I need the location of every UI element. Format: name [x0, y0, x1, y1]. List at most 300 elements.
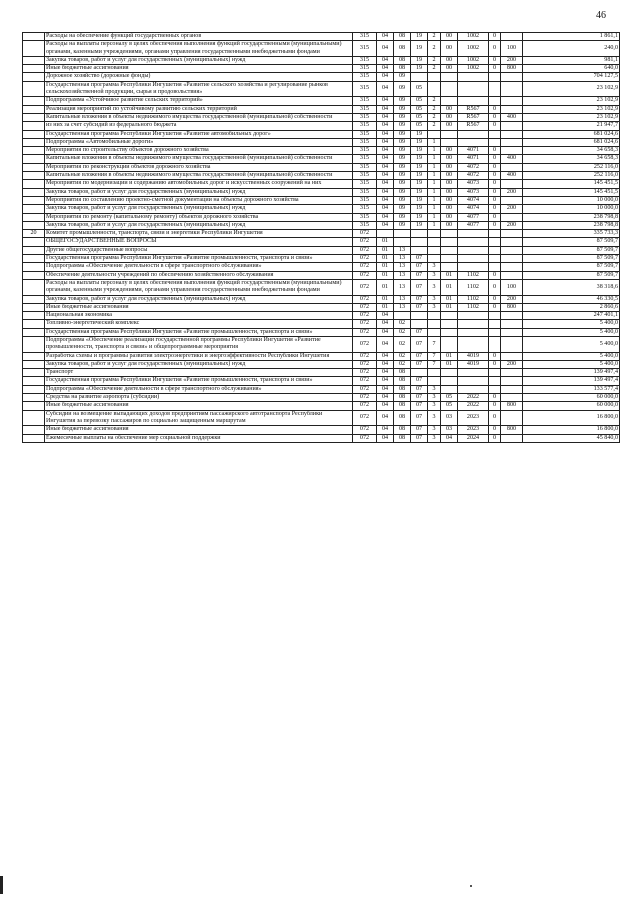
- row-index: [23, 56, 45, 64]
- code-event: [441, 377, 458, 385]
- row-index: [23, 426, 45, 434]
- code-direction: 1002: [458, 65, 489, 73]
- code-expense-type: 200: [501, 188, 523, 196]
- row-amount: 247 401,1: [523, 312, 620, 320]
- code-program: 19: [411, 196, 428, 204]
- code-subsection: 09: [394, 205, 411, 213]
- code-subsection: 08: [394, 65, 411, 73]
- row-amount: 1 861,1: [523, 33, 620, 41]
- row-index: [23, 196, 45, 204]
- row-amount: 238 798,8: [523, 213, 620, 221]
- table-row: [23, 180, 620, 188]
- code-section: 04: [377, 336, 394, 352]
- code-expense-type: 400: [501, 155, 523, 163]
- table-row: [23, 426, 620, 434]
- row-index: [23, 385, 45, 393]
- code-event: 05: [441, 402, 458, 410]
- code-subsection: 08: [394, 402, 411, 410]
- code-direction: 4073: [458, 188, 489, 196]
- row-name: Транспорт: [45, 369, 353, 377]
- code-section: 04: [377, 213, 394, 221]
- code-expense-type: 800: [501, 426, 523, 434]
- code-program: 07: [411, 434, 428, 442]
- row-name: Средства на развитие аэропорта (субсидии): [45, 394, 353, 402]
- code-section: 04: [377, 360, 394, 368]
- code-expense-type: [501, 122, 523, 130]
- row-index: [23, 295, 45, 303]
- code-subprogram: [428, 73, 441, 81]
- code-program: 05: [411, 105, 428, 113]
- code-direction: 4074: [458, 196, 489, 204]
- code-subsection: 08: [394, 33, 411, 41]
- code-event: 03: [441, 410, 458, 426]
- code-section: 01: [377, 246, 394, 254]
- table-row: [23, 295, 620, 303]
- code-event: 00: [441, 213, 458, 221]
- code-sub: 0: [489, 172, 501, 180]
- code-expense-type: [501, 147, 523, 155]
- code-subsection: [394, 312, 411, 320]
- scan-edge-mark: [0, 876, 3, 894]
- code-event: 00: [441, 56, 458, 64]
- code-direction: 4019: [458, 352, 489, 360]
- code-event: 00: [441, 41, 458, 57]
- table-row: [23, 312, 620, 320]
- code-direction: [458, 369, 489, 377]
- code-event: [441, 238, 458, 246]
- table-row: [23, 105, 620, 113]
- code-program: 19: [411, 172, 428, 180]
- code-sub: 0: [489, 147, 501, 155]
- code-direction: 1102: [458, 303, 489, 311]
- code-direction: [458, 238, 489, 246]
- row-name: Закупка товаров, работ и услуг для государственных (муниципальных) нужд: [45, 188, 353, 196]
- code-program: [411, 73, 428, 81]
- code-program: 19: [411, 205, 428, 213]
- code-direction: R567: [458, 113, 489, 121]
- code-program: 07: [411, 385, 428, 393]
- row-index: [23, 394, 45, 402]
- code-event: [441, 255, 458, 263]
- page-number: 46: [596, 10, 606, 21]
- row-name: Реализация мероприятий по устойчивому развитию сельских территорий: [45, 105, 353, 113]
- code-subprogram: [428, 246, 441, 254]
- code-admin: 315: [353, 56, 377, 64]
- code-section: 04: [377, 394, 394, 402]
- code-admin: 315: [353, 97, 377, 105]
- code-program: 05: [411, 113, 428, 121]
- code-direction: 2023: [458, 410, 489, 426]
- code-section: 04: [377, 180, 394, 188]
- code-subprogram: 3: [428, 385, 441, 393]
- code-expense-type: 200: [501, 56, 523, 64]
- code-sub: 0: [489, 394, 501, 402]
- row-amount: 704 127,5: [523, 73, 620, 81]
- code-subprogram: 3: [428, 434, 441, 442]
- code-subprogram: 2: [428, 41, 441, 57]
- row-index: [23, 352, 45, 360]
- code-section: 04: [377, 328, 394, 336]
- code-direction: [458, 385, 489, 393]
- row-index: [23, 271, 45, 279]
- table-row: [23, 238, 620, 246]
- row-amount: 34 658,3: [523, 155, 620, 163]
- code-direction: 1002: [458, 33, 489, 41]
- row-index: [23, 147, 45, 155]
- code-subsection: 13: [394, 303, 411, 311]
- row-amount: 252 116,0: [523, 172, 620, 180]
- code-subprogram: 3: [428, 303, 441, 311]
- code-subsection: 09: [394, 97, 411, 105]
- table-row: [23, 33, 620, 41]
- code-subprogram: [428, 238, 441, 246]
- code-sub: 0: [489, 360, 501, 368]
- table-row: [23, 402, 620, 410]
- code-event: 00: [441, 113, 458, 121]
- code-admin: 072: [353, 369, 377, 377]
- code-subsection: 13: [394, 295, 411, 303]
- code-sub: [489, 246, 501, 254]
- code-program: 19: [411, 155, 428, 163]
- table-row: [23, 73, 620, 81]
- code-sub: 0: [489, 279, 501, 295]
- code-subsection: 08: [394, 410, 411, 426]
- table-row: [23, 255, 620, 263]
- code-program: 19: [411, 147, 428, 155]
- row-amount: 87 509,7: [523, 255, 620, 263]
- code-event: [441, 230, 458, 238]
- row-name: Дорожное хозяйство (дорожные фонды): [45, 73, 353, 81]
- code-direction: 4073: [458, 180, 489, 188]
- code-subsection: 02: [394, 320, 411, 328]
- code-sub: 0: [489, 271, 501, 279]
- code-direction: 4019: [458, 360, 489, 368]
- code-section: 04: [377, 81, 394, 97]
- code-admin: 315: [353, 172, 377, 180]
- code-expense-type: [501, 230, 523, 238]
- code-program: 19: [411, 213, 428, 221]
- code-subprogram: 2: [428, 33, 441, 41]
- code-section: 04: [377, 385, 394, 393]
- code-program: 07: [411, 360, 428, 368]
- code-program: [411, 238, 428, 246]
- code-sub: 0: [489, 188, 501, 196]
- row-amount: 60 000,0: [523, 402, 620, 410]
- row-amount: 2 860,6: [523, 303, 620, 311]
- code-program: 07: [411, 352, 428, 360]
- code-event: 04: [441, 434, 458, 442]
- row-amount: 45 840,0: [523, 434, 620, 442]
- code-direction: 4077: [458, 221, 489, 229]
- code-section: 04: [377, 163, 394, 171]
- row-amount: 23 102,9: [523, 113, 620, 121]
- code-subprogram: 1: [428, 138, 441, 146]
- row-amount: 34 658,3: [523, 147, 620, 155]
- row-index: [23, 65, 45, 73]
- row-name: Подпрограмма «Устойчивое развитие сельских территорий»: [45, 97, 353, 105]
- code-direction: [458, 320, 489, 328]
- code-subsection: 09: [394, 155, 411, 163]
- code-subprogram: 1: [428, 163, 441, 171]
- code-expense-type: 100: [501, 279, 523, 295]
- row-index: [23, 360, 45, 368]
- code-subsection: 13: [394, 271, 411, 279]
- code-admin: 072: [353, 238, 377, 246]
- code-subprogram: 2: [428, 105, 441, 113]
- code-event: 00: [441, 180, 458, 188]
- code-subprogram: 7: [428, 360, 441, 368]
- code-sub: [489, 97, 501, 105]
- row-amount: 238 798,8: [523, 221, 620, 229]
- code-sub: 0: [489, 426, 501, 434]
- code-subprogram: 1: [428, 196, 441, 204]
- code-event: 00: [441, 122, 458, 130]
- row-index: [23, 320, 45, 328]
- row-index: [23, 263, 45, 271]
- code-program: 19: [411, 221, 428, 229]
- row-index: [23, 377, 45, 385]
- row-name: Государственная программа Республики Ингушетия «Развитие промышленности, транспорта и связи»: [45, 377, 353, 385]
- code-section: 04: [377, 369, 394, 377]
- code-expense-type: [501, 73, 523, 81]
- code-admin: 072: [353, 360, 377, 368]
- row-name: Закупка товаров, работ и услуг для государственных (муниципальных) нужд: [45, 360, 353, 368]
- table-row: [23, 369, 620, 377]
- row-amount: 145 451,5: [523, 188, 620, 196]
- code-section: 04: [377, 73, 394, 81]
- table-row: [23, 81, 620, 97]
- code-admin: 315: [353, 147, 377, 155]
- row-index: [23, 410, 45, 426]
- row-index: [23, 138, 45, 146]
- code-section: 04: [377, 41, 394, 57]
- code-direction: [458, 255, 489, 263]
- code-program: [411, 312, 428, 320]
- row-amount: 681 024,6: [523, 130, 620, 138]
- row-amount: 23 102,9: [523, 97, 620, 105]
- table-row: [23, 213, 620, 221]
- row-amount: 87 509,7: [523, 246, 620, 254]
- row-index: 20: [23, 230, 45, 238]
- table-row: [23, 56, 620, 64]
- code-event: 00: [441, 147, 458, 155]
- code-section: 04: [377, 426, 394, 434]
- row-name: Топливно-энергетический комплекс: [45, 320, 353, 328]
- code-program: [411, 230, 428, 238]
- table-row: [23, 385, 620, 393]
- code-section: 04: [377, 434, 394, 442]
- code-subsection: 13: [394, 246, 411, 254]
- code-sub: [489, 328, 501, 336]
- table-row: [23, 377, 620, 385]
- code-direction: [458, 263, 489, 271]
- code-section: 04: [377, 172, 394, 180]
- row-name: Государственная программа Республики Ингушетия «Развитие промышленности, транспорта и связи»: [45, 255, 353, 263]
- row-amount: 23 102,9: [523, 81, 620, 97]
- row-index: [23, 81, 45, 97]
- code-subprogram: 1: [428, 180, 441, 188]
- code-subsection: 09: [394, 221, 411, 229]
- code-direction: 4071: [458, 155, 489, 163]
- code-expense-type: [501, 97, 523, 105]
- code-event: 01: [441, 360, 458, 368]
- table-row: [23, 138, 620, 146]
- row-name: Разработка схемы и программы развития электроэнергетики и энергоэффективности Республики Ингушетия: [45, 352, 353, 360]
- code-subprogram: 3: [428, 295, 441, 303]
- table-row: [23, 303, 620, 311]
- code-program: 07: [411, 410, 428, 426]
- code-admin: 072: [353, 255, 377, 263]
- code-sub: 0: [489, 205, 501, 213]
- row-name: Мероприятия по составлению проектно-сметной документации на объекты дорожного хозяйства: [45, 196, 353, 204]
- code-admin: 315: [353, 105, 377, 113]
- code-sub: 0: [489, 352, 501, 360]
- code-sub: [489, 377, 501, 385]
- code-sub: 0: [489, 180, 501, 188]
- code-direction: 1002: [458, 41, 489, 57]
- table-row: [23, 172, 620, 180]
- code-subprogram: [428, 328, 441, 336]
- row-name: из них за счет субсидий из федерального бюджета: [45, 122, 353, 130]
- code-admin: 315: [353, 41, 377, 57]
- table-row: [23, 246, 620, 254]
- code-expense-type: [501, 81, 523, 97]
- code-event: 03: [441, 426, 458, 434]
- code-subprogram: [428, 130, 441, 138]
- row-index: [23, 205, 45, 213]
- code-sub: 0: [489, 163, 501, 171]
- code-event: [441, 312, 458, 320]
- code-direction: 1102: [458, 295, 489, 303]
- code-program: [411, 320, 428, 328]
- code-subsection: 02: [394, 336, 411, 352]
- code-section: 04: [377, 312, 394, 320]
- table-row: [23, 130, 620, 138]
- code-expense-type: [501, 369, 523, 377]
- code-subsection: 08: [394, 394, 411, 402]
- code-expense-type: [501, 271, 523, 279]
- code-subsection: [394, 238, 411, 246]
- code-subsection: 13: [394, 279, 411, 295]
- code-subprogram: 3: [428, 279, 441, 295]
- code-program: 19: [411, 41, 428, 57]
- code-program: 05: [411, 122, 428, 130]
- table-row: [23, 230, 620, 238]
- code-event: 05: [441, 394, 458, 402]
- code-subsection: 09: [394, 147, 411, 155]
- row-name: Ежемесячные выплаты на обеспечение мер социальной поддержки: [45, 434, 353, 442]
- code-program: 07: [411, 328, 428, 336]
- code-program: 07: [411, 303, 428, 311]
- code-expense-type: [501, 196, 523, 204]
- table-row: [23, 263, 620, 271]
- code-direction: [458, 73, 489, 81]
- code-admin: 072: [353, 263, 377, 271]
- code-program: 07: [411, 377, 428, 385]
- code-direction: 2024: [458, 434, 489, 442]
- code-subprogram: 3: [428, 410, 441, 426]
- code-section: 04: [377, 33, 394, 41]
- code-event: 00: [441, 105, 458, 113]
- row-name: Капитальные вложения в объекты недвижимого имущества государственной (муниципальной) собственности: [45, 113, 353, 121]
- row-index: [23, 180, 45, 188]
- code-expense-type: [501, 263, 523, 271]
- code-sub: [489, 130, 501, 138]
- row-amount: 16 800,0: [523, 426, 620, 434]
- row-name: Расходы на обеспечение функций государственных органов: [45, 33, 353, 41]
- row-index: [23, 163, 45, 171]
- code-expense-type: [501, 163, 523, 171]
- code-subsection: 13: [394, 263, 411, 271]
- code-direction: 2022: [458, 394, 489, 402]
- code-subprogram: 3: [428, 426, 441, 434]
- code-subprogram: 2: [428, 56, 441, 64]
- code-admin: 072: [353, 434, 377, 442]
- code-subsection: 09: [394, 122, 411, 130]
- row-index: [23, 434, 45, 442]
- code-sub: 0: [489, 196, 501, 204]
- code-section: 04: [377, 122, 394, 130]
- code-program: 19: [411, 188, 428, 196]
- code-expense-type: [501, 377, 523, 385]
- row-name: Иные бюджетные ассигнования: [45, 402, 353, 410]
- code-section: 04: [377, 410, 394, 426]
- code-event: [441, 246, 458, 254]
- code-section: 04: [377, 221, 394, 229]
- code-subsection: 08: [394, 41, 411, 57]
- code-direction: 4072: [458, 163, 489, 171]
- code-direction: 2023: [458, 426, 489, 434]
- row-amount: 640,0: [523, 65, 620, 73]
- code-subprogram: 2: [428, 97, 441, 105]
- row-index: [23, 122, 45, 130]
- code-expense-type: 200: [501, 205, 523, 213]
- row-index: [23, 33, 45, 41]
- code-program: 19: [411, 33, 428, 41]
- code-subsection: 08: [394, 385, 411, 393]
- code-sub: 0: [489, 295, 501, 303]
- table-row: [23, 279, 620, 295]
- table-row: [23, 113, 620, 121]
- code-section: 04: [377, 147, 394, 155]
- row-name: Государственная программа Республики Ингушетия «Развитие сельского хозяйства и регулирование рынков сельскохозяйственной продукции, сырья и продовольствия»: [45, 81, 353, 97]
- row-name: Иные бюджетные ассигнования: [45, 65, 353, 73]
- code-event: 00: [441, 221, 458, 229]
- row-amount: 5 400,0: [523, 336, 620, 352]
- code-expense-type: [501, 213, 523, 221]
- code-subsection: 09: [394, 81, 411, 97]
- row-index: [23, 279, 45, 295]
- code-subsection: 08: [394, 434, 411, 442]
- budget-table-body: [23, 33, 620, 443]
- code-subprogram: [428, 377, 441, 385]
- row-name: Обеспечение деятельности учреждений по обеспечению хозяйственного обслуживания: [45, 271, 353, 279]
- code-event: 00: [441, 196, 458, 204]
- row-amount: 335 733,3: [523, 230, 620, 238]
- code-admin: 072: [353, 377, 377, 385]
- code-subsection: 08: [394, 426, 411, 434]
- code-expense-type: [501, 312, 523, 320]
- code-program: 07: [411, 295, 428, 303]
- code-event: 00: [441, 172, 458, 180]
- code-subsection: 09: [394, 180, 411, 188]
- code-section: 01: [377, 303, 394, 311]
- code-sub: 0: [489, 303, 501, 311]
- code-expense-type: 200: [501, 295, 523, 303]
- code-sub: 0: [489, 221, 501, 229]
- code-section: 01: [377, 279, 394, 295]
- code-program: [411, 369, 428, 377]
